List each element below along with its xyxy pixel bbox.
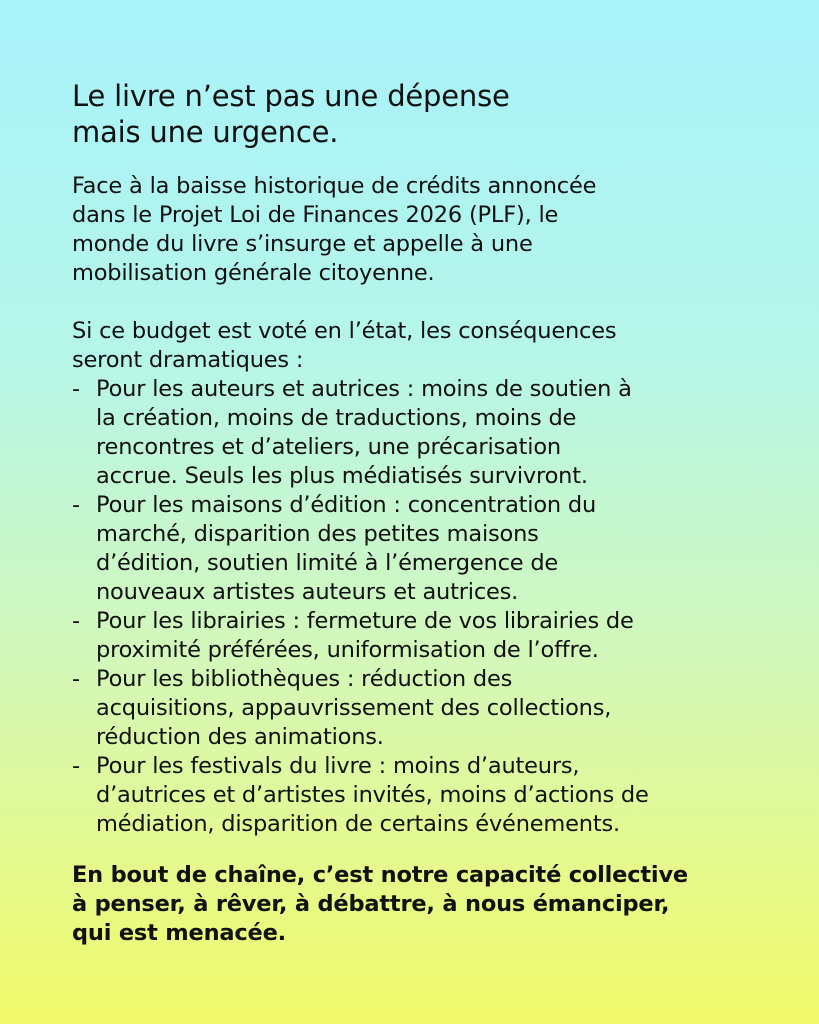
list-item-line: Pour les librairies : fermeture de vos librairies de [96,608,634,634]
list-item-librairies [72,607,772,665]
headline [72,78,772,150]
bullet-dash: - [72,376,80,402]
conclusion-line: à penser, à rêver, à débattre, à nous émanciper, [72,891,670,917]
list-item-line: proximité préférées, uniformisation de l’offre. [96,637,599,663]
list-item-line: accrue. Seuls les plus médiatisés survivront. [96,463,588,489]
lead-paragraph [72,317,772,375]
list-item-festivals [72,752,772,839]
list-item-line: Pour les auteurs et autrices : moins de soutien à [96,376,632,402]
headline-line: mais une urgence. [72,115,339,149]
list-item-line: d’autrices et d’artistes invités, moins d’actions de [96,782,649,808]
list-item-auteurs [72,375,772,491]
list-item-maisons-edition [72,491,772,607]
list-item-bibliotheques [72,665,772,752]
intro-line: dans le Projet Loi de Finances 2026 (PLF), le [72,202,559,228]
list-item-line: acquisitions, appauvrissement des collections, [96,695,612,721]
list-item-line: d’édition, soutien limité à l’émergence de [96,550,559,576]
paragraph-spacer [72,288,772,317]
bullet-dash: - [72,492,80,518]
list-item-line: Pour les bibliothèques : réduction des [96,666,513,692]
intro-line: mobilisation générale citoyenne. [72,260,435,286]
bullet-dash: - [72,608,80,634]
conclusion-line: En bout de chaîne, c’est notre capacité collective [72,862,688,888]
list-item-line: la création, moins de traductions, moins de [96,405,577,431]
document-page [72,78,772,971]
intro-paragraph [72,172,772,288]
list-item-line: Pour les maisons d’édition : concentration du [96,492,597,518]
list-item-line: rencontres et d’ateliers, une précarisation [96,434,561,460]
consequences-list [72,375,772,839]
bullet-dash: - [72,753,80,779]
intro-line: monde du livre s’insurge et appelle à une [72,231,533,257]
bullet-dash: - [72,666,80,692]
headline-line: Le livre n’est pas une dépense [72,79,510,113]
lead-line: seront dramatiques : [72,347,304,373]
list-item-line: Pour les festivals du livre : moins d’auteurs, [96,753,580,779]
list-item-line: nouveaux artistes auteurs et autrices. [96,579,519,605]
list-item-line: marché, disparition des petites maisons [96,521,539,547]
lead-line: Si ce budget est voté en l’état, les conséquences [72,318,617,344]
intro-line: Face à la baisse historique de crédits annoncée [72,173,597,199]
list-item-line: médiation, disparition de certains événements. [96,811,620,837]
list-item-line: réduction des animations. [96,724,384,750]
conclusion-paragraph [72,861,772,948]
conclusion-line: qui est menacée. [72,920,287,946]
